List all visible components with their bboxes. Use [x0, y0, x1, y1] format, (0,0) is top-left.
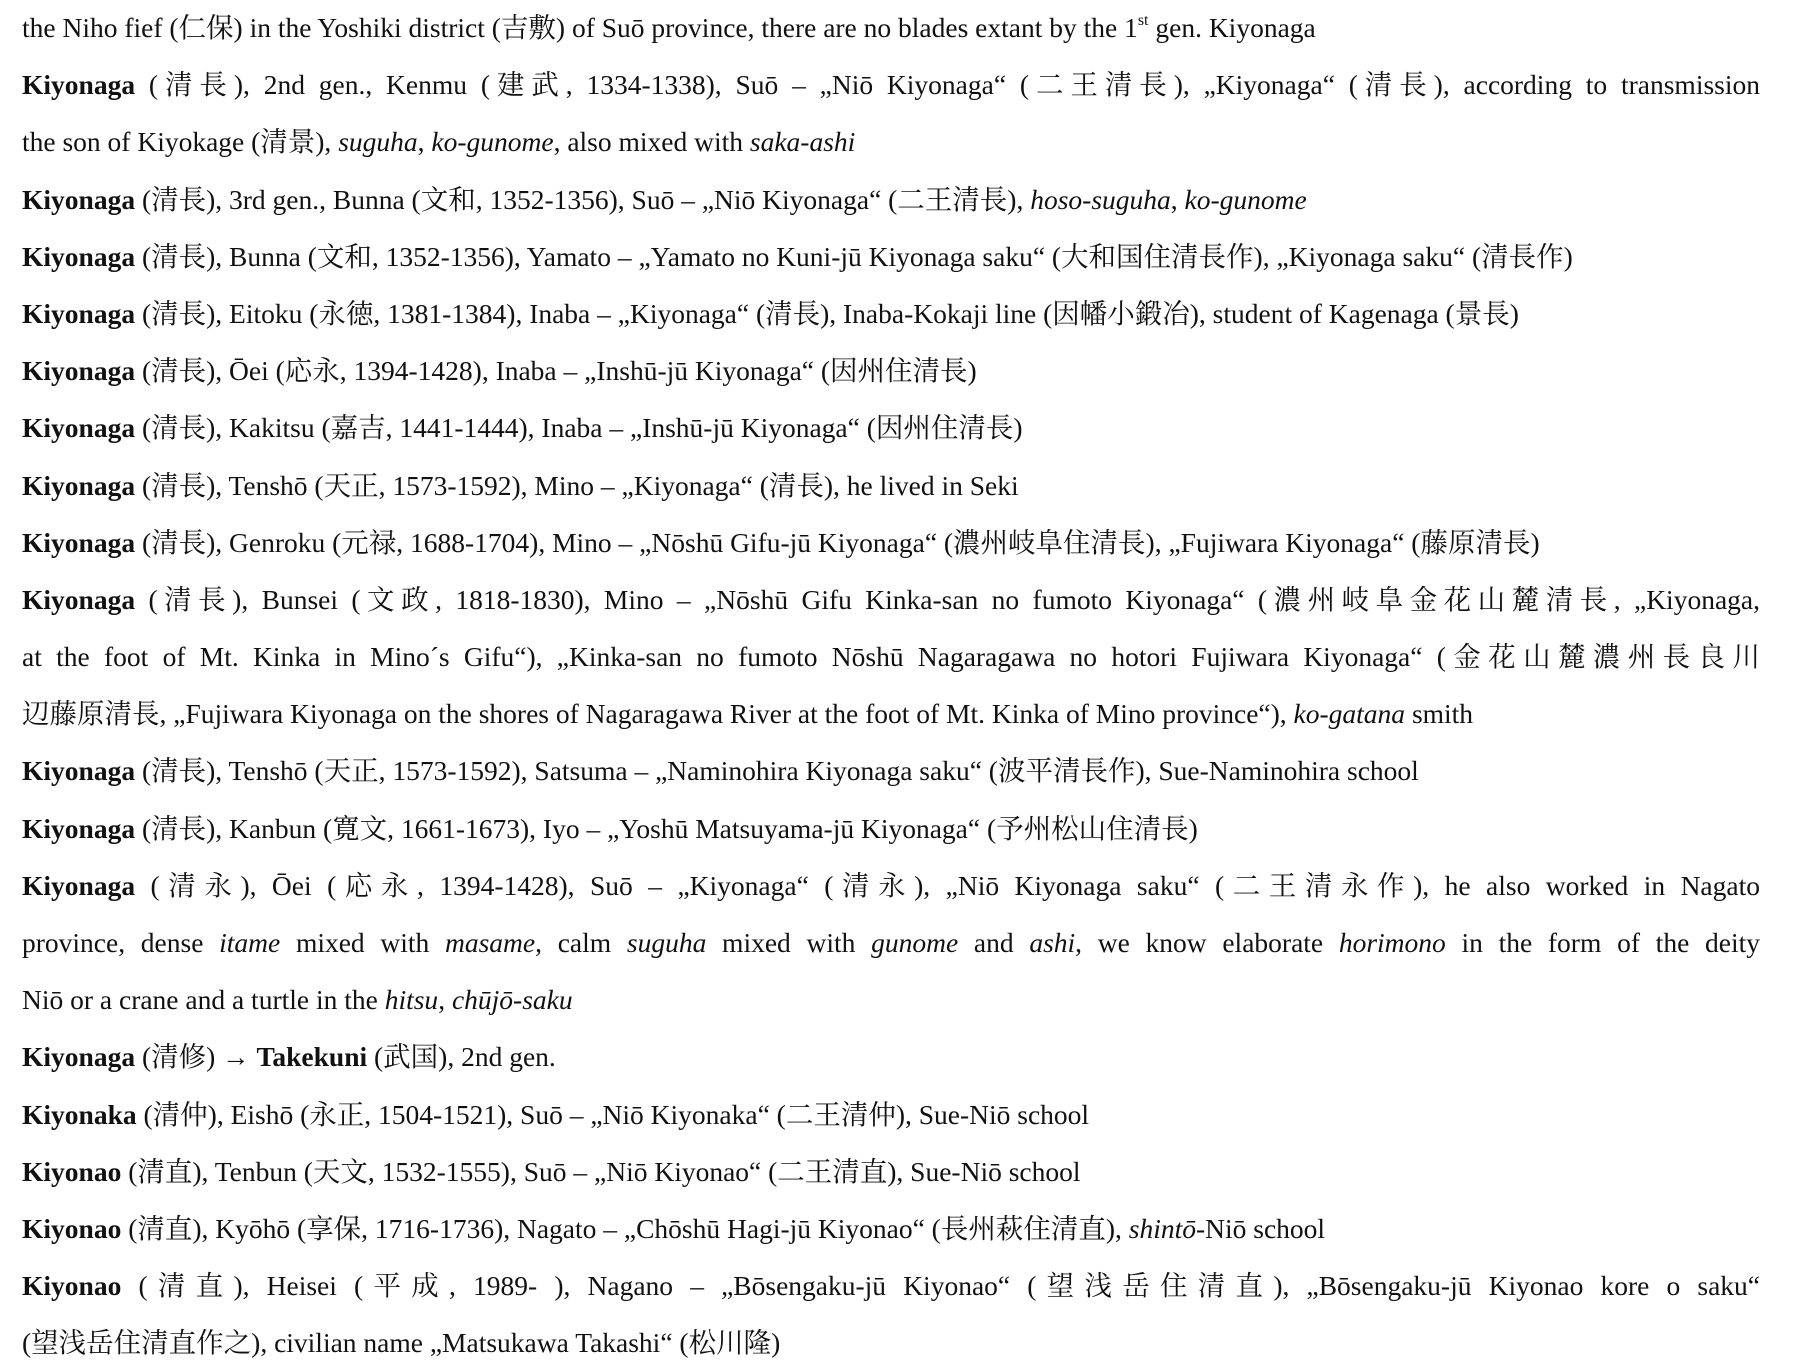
entry-text: the Niho fief (仁保) in the Yoshiki district (吉敷) of Suō province, there are no blades extant by the 1	[22, 12, 1138, 43]
document-page	[22, 0, 1760, 1372]
smith-name: Kiyonaga	[22, 412, 136, 444]
entry-line	[22, 1314, 1760, 1371]
smith-name: Takekuni	[256, 1041, 368, 1073]
entry-text: mixed with	[706, 927, 872, 958]
entry-line	[22, 113, 1760, 170]
entry-text: (清長), 3rd gen., Bunna (文和, 1352-1356), Suō – „Niō Kiyonaga“ (二王清長),	[135, 183, 1031, 215]
entry-text: gen. Kiyonaga	[1148, 12, 1316, 43]
entry	[22, 1200, 1760, 1257]
entry-text: (清長), Kanbun (寛文, 1661-1673), Iyo – „Yoshū Matsuyama-jū Kiyonaga“ (予州松山住清長)	[135, 812, 1198, 844]
entry-line	[22, 399, 1760, 456]
entry-line	[22, 1257, 1760, 1314]
entry	[22, 1028, 1760, 1085]
smith-name: Kiyonaga	[22, 1041, 136, 1073]
entry	[22, 742, 1760, 799]
entry-line	[22, 571, 1760, 628]
term: saka-ashi	[749, 126, 856, 158]
entry	[22, 1257, 1760, 1371]
entry-line	[22, 342, 1760, 399]
entry-text: 辺藤原清長, „Fujiwara Kiyonaga on the shores of Nagaragawa River at the foot of Mt. Kinka of Mino province“),	[22, 698, 1294, 730]
entry-line	[22, 628, 1760, 685]
entry-line	[22, 914, 1760, 971]
entry-line	[22, 56, 1760, 113]
entry-text: -Niō school	[1195, 1212, 1326, 1244]
smith-name: Kiyonaga	[22, 297, 136, 329]
smith-name: Kiyonaga	[22, 469, 136, 501]
entry-line	[22, 1028, 1760, 1085]
entry-text: (清長), Bunsei (文政, 1818-1830), Mino – „Nōshū Gifu Kinka-san no fumoto Kiyonaga“ (濃州岐阜金花山麓清長, „Kiyonaga,	[135, 583, 1760, 615]
smith-name: Kiyonaka	[22, 1098, 137, 1130]
entry-text: (清長), Tenshō (天正, 1573-1592), Satsuma – „Naminohira Kiyonaga saku“ (波平清長作), Sue-Naminohira school	[135, 755, 1419, 787]
entry-line	[22, 742, 1760, 799]
entry	[22, 399, 1760, 456]
smith-name: Kiyonao	[22, 1212, 122, 1244]
entry-text: (清永), Ōei (応永, 1394-1428), Suō – „Kiyonaga“ (清永), „Niō Kiyonaga saku“ (二王清永作), he also worked in Nagato	[135, 869, 1760, 901]
entry-text: mixed with	[280, 927, 445, 958]
smith-name: Kiyonaga	[22, 240, 136, 272]
entry-line	[22, 1086, 1760, 1143]
entry-text: (清長), Genroku (元禄, 1688-1704), Mino – „Nōshū Gifu-jū Kiyonaga“ (濃州岐阜住清長), „Fujiwara Kiyonaga“ (藤原清長)	[135, 526, 1540, 558]
smith-name: Kiyonaga	[22, 526, 136, 558]
entry-text: (清直), Tenbun (天文, 1532-1555), Suō – „Niō Kiyonao“ (二王清直), Sue-Niō school	[121, 1155, 1081, 1187]
entry-text: (清直), Heisei (平成, 1989- ), Nagano – „Bōsengaku-jū Kiyonao“ (望浅岳住清直), „Bōsengaku-jū Kiyonao kore o saku“	[121, 1270, 1760, 1302]
entry-line	[22, 0, 1760, 56]
term: hoso-suguha	[1030, 183, 1171, 215]
entry	[22, 571, 1760, 743]
entry-text: (武国), 2nd gen.	[367, 1041, 556, 1073]
entry-line	[22, 285, 1760, 342]
entry-text: (清長), 2nd gen., Kenmu (建武, 1334-1338), Suō – „Niō Kiyonaga“ (二王清長), „Kiyonaga“ (清長), according to transmission	[135, 69, 1760, 101]
smith-name: Kiyonao	[22, 1155, 122, 1187]
entry	[22, 342, 1760, 399]
term: chūjō-saku	[451, 984, 573, 1016]
entry-text: ,	[1170, 183, 1185, 215]
smith-name: Kiyonaga	[22, 183, 136, 215]
term: masame	[445, 927, 536, 958]
entry-text: (清直), Kyōhō (享保, 1716-1736), Nagato – „Chōshū Hagi-jū Kiyonao“ (長州萩住清直),	[121, 1212, 1129, 1244]
entry-text: , we know elaborate	[1075, 927, 1339, 958]
entry	[22, 0, 1760, 56]
smith-name: Kiyonaga	[22, 869, 136, 901]
entry-text: ,	[417, 126, 432, 158]
entry	[22, 800, 1760, 857]
entry-text: smith	[1405, 698, 1474, 730]
entry	[22, 285, 1760, 342]
smith-name: Kiyonaga	[22, 755, 136, 787]
entry-text: , also mixed with	[553, 126, 750, 158]
term: suguha	[626, 927, 707, 958]
entry-line	[22, 685, 1760, 742]
entry	[22, 56, 1760, 170]
entry-text: (望浅岳住清直作之), civilian name „Matsukawa Takashi“ (松川隆)	[22, 1327, 781, 1359]
entry-line	[22, 228, 1760, 285]
smith-name: Kiyonaga	[22, 583, 136, 615]
entry-line	[22, 457, 1760, 514]
entry-text: ,	[438, 984, 452, 1016]
entry	[22, 857, 1760, 1029]
entry-line	[22, 1143, 1760, 1200]
entry-text: (清修) →	[135, 1041, 257, 1073]
entry-text: (清仲), Eishō (永正, 1504-1521), Suō – „Niō Kiyonaka“ (二王清仲), Sue-Niō school	[136, 1098, 1090, 1130]
entry-text: (清長), Tenshō (天正, 1573-1592), Mino – „Kiyonaga“ (清長), he lived in Seki	[135, 469, 1019, 501]
term: ko-gunome	[1184, 183, 1307, 215]
smith-name: Kiyonaga	[22, 355, 136, 387]
smith-name: Kiyonaga	[22, 812, 136, 844]
entry-text: (清長), Bunna (文和, 1352-1356), Yamato – „Yamato no Kuni-jū Kiyonaga saku“ (大和国住清長作), „Kiyonaga saku“ (清長作)	[135, 240, 1573, 272]
entry-line	[22, 514, 1760, 571]
entry-line	[22, 171, 1760, 228]
term: ko-gatana	[1293, 698, 1406, 730]
ordinal-suffix: st	[1137, 12, 1149, 29]
entry	[22, 1143, 1760, 1200]
entry-text: the son of Kiyokage (清景),	[22, 126, 339, 158]
smith-name: Kiyonaga	[22, 69, 136, 101]
entry-text: in the form of the deity	[1445, 927, 1760, 958]
entry-text: province, dense	[22, 927, 220, 958]
entry-text: (清長), Kakitsu (嘉吉, 1441-1444), Inaba – „Inshū-jū Kiyonaga“ (因州住清長)	[135, 412, 1023, 444]
entry-text: Niō or a crane and a turtle in the	[22, 984, 385, 1016]
entry	[22, 457, 1760, 514]
entry-line	[22, 1200, 1760, 1257]
entry-text: at the foot of Mt. Kinka in Mino´s Gifu“), „Kinka-san no fumoto Nōshū Nagaragawa no hotori Fujiwara Kiyonaga“ (金花山麓濃州長良川	[22, 641, 1760, 673]
term: hitsu	[384, 984, 439, 1016]
entry-text: , calm	[535, 927, 627, 958]
smith-name: Kiyonao	[22, 1270, 122, 1302]
entry-text: and	[958, 927, 1030, 958]
entry	[22, 514, 1760, 571]
term: itame	[219, 927, 281, 958]
entry-line	[22, 800, 1760, 857]
entry-text: (清長), Ōei (応永, 1394-1428), Inaba – „Inshū-jū Kiyonaga“ (因州住清長)	[135, 355, 977, 387]
term: suguha	[338, 126, 418, 158]
entry	[22, 1086, 1760, 1143]
term: shintō	[1128, 1212, 1196, 1244]
entry	[22, 171, 1760, 228]
term: gunome	[871, 927, 959, 958]
term: ashi	[1029, 927, 1076, 958]
entry	[22, 228, 1760, 285]
entry-line	[22, 971, 1760, 1028]
entry-text: (清長), Eitoku (永徳, 1381-1384), Inaba – „Kiyonaga“ (清長), Inaba-Kokaji line (因幡小鍛冶), student of Kagenaga (景長)	[135, 297, 1519, 329]
entry-line	[22, 857, 1760, 914]
term: horimono	[1338, 927, 1446, 958]
term: ko-gunome	[431, 126, 554, 158]
